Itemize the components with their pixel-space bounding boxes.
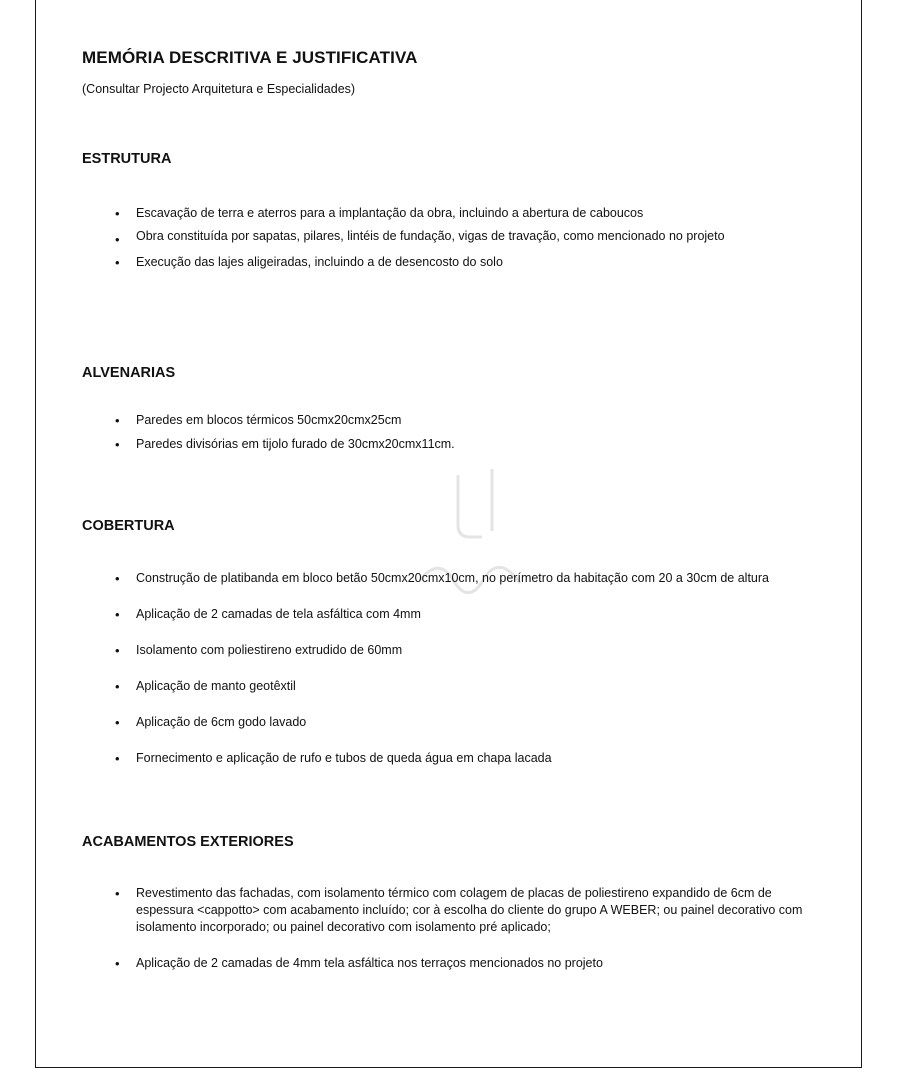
document-subtitle: (Consultar Projecto Arquitetura e Especialidades) (82, 82, 356, 96)
list-item: • Execução das lajes aligeiradas, incluindo a de desencosto do solo (82, 254, 822, 271)
list-item: • Paredes divisórias em tijolo furado de 30cmx20cmx11cm. (82, 436, 822, 453)
list-item: • Revestimento das fachadas, com isolamento térmico com colagem de placas de poliestireno expandido de 6cm de espessura <cappotto> com acabamento incluído; cor à escolha do cliente do grupo A WEBER; ou painel decorativo com isolamento incorporado; ou painel decorativo com isolamento pré aplicado; (82, 885, 816, 936)
list-item: • Isolamento com poliestireno extrudido de 60mm (82, 642, 822, 659)
list-item: • Paredes em blocos térmicos 50cmx20cmx25cm (82, 412, 822, 429)
document-title: MEMÓRIA DESCRITIVA E JUSTIFICATIVA (82, 48, 418, 67)
list-item: • Aplicação de 2 camadas de tela asfáltica com 4mm (82, 606, 822, 623)
acabamentos-exteriores-list (82, 885, 822, 991)
list-item: • Aplicação de 6cm godo lavado (82, 714, 822, 731)
section-heading-estrutura: ESTRUTURA (82, 151, 172, 167)
list-item: • Escavação de terra e aterros para a implantação da obra, incluindo a abertura de caboucos (82, 205, 822, 222)
estrutura-list (82, 205, 822, 277)
list-item: • Obra constituída por sapatas, pilares, lintéis de fundação, vigas de travação, como mencionado no projeto (82, 225, 816, 248)
section-heading-alvenarias: ALVENARIAS (82, 365, 176, 381)
section-heading-acabamentos-exteriores: ACABAMENTOS EXTERIORES (82, 834, 294, 850)
section-heading-cobertura: COBERTURA (82, 518, 175, 534)
list-item: • Construção de platibanda em bloco betão 50cmx20cmx10cm, no perímetro da habitação com 20 a 30cm de altura (82, 570, 816, 587)
cobertura-list (82, 570, 822, 786)
alvenarias-list (82, 412, 822, 460)
list-item: • Aplicação de 2 camadas de 4mm tela asfáltica nos terraços mencionados no projeto (82, 955, 822, 972)
list-item: • Fornecimento e aplicação de rufo e tubos de queda água em chapa lacada (82, 750, 822, 767)
list-item: • Aplicação de manto geotêxtil (82, 678, 822, 695)
